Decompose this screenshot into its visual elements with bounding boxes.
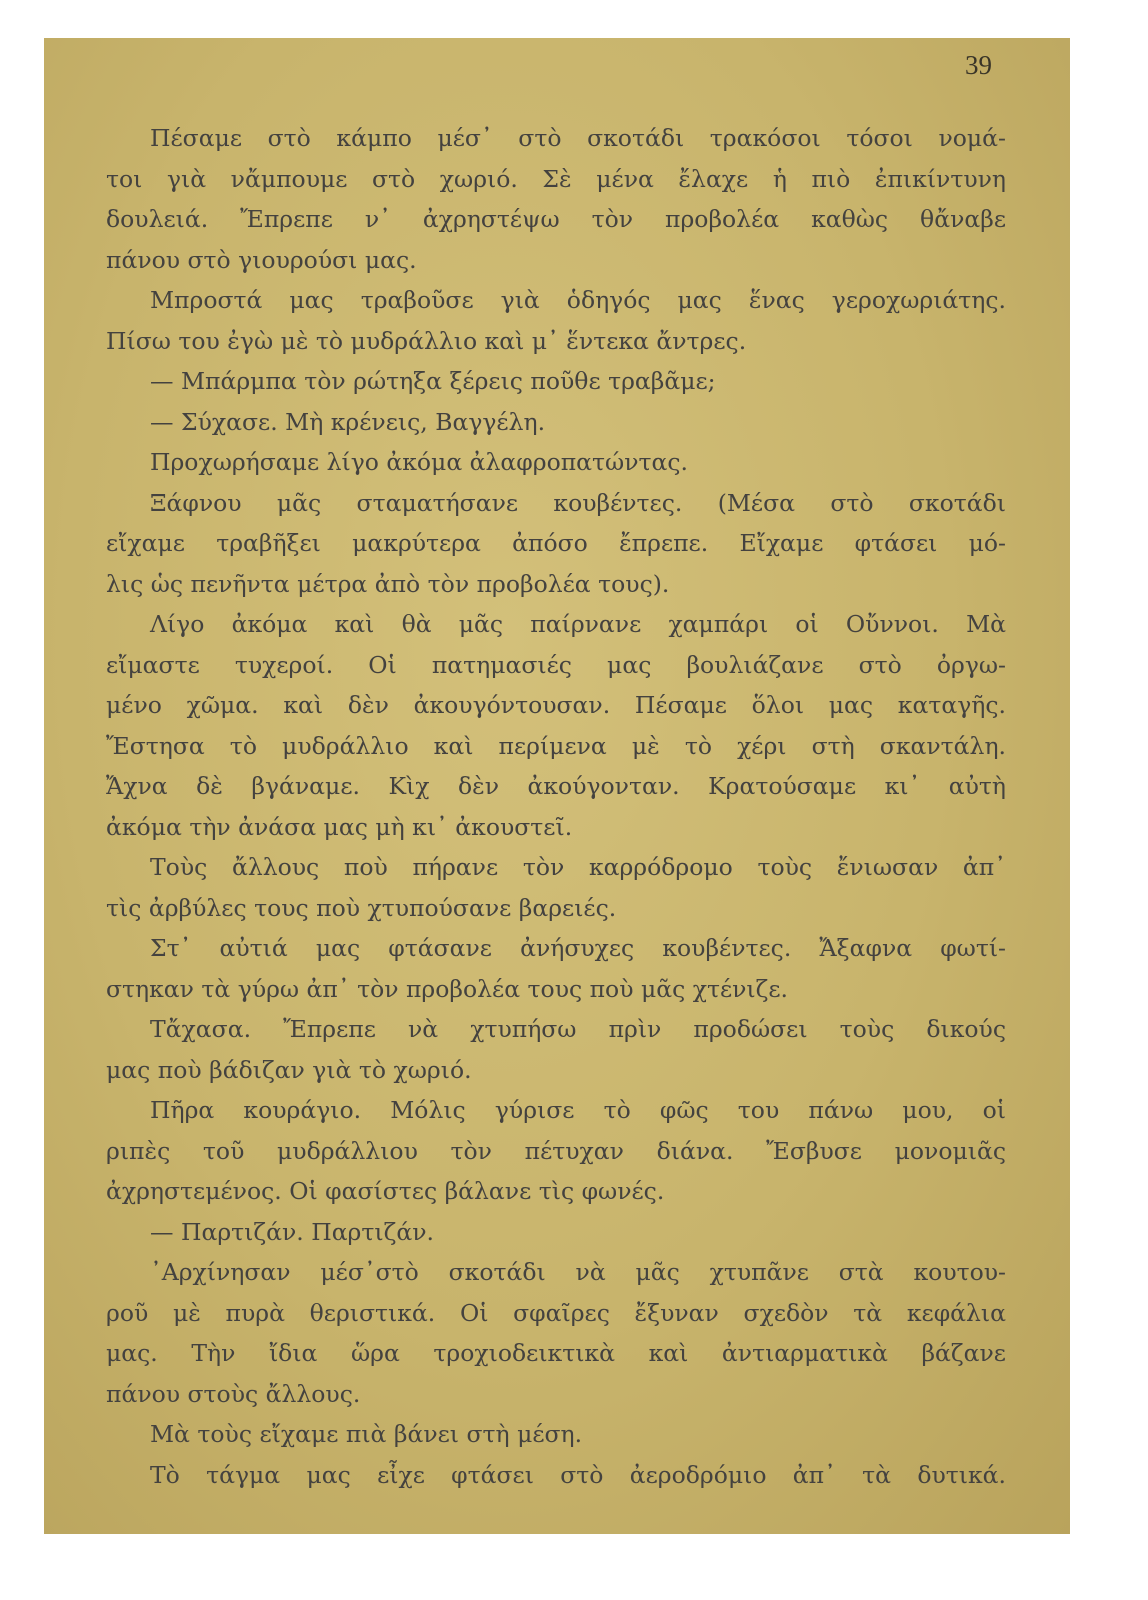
text-line: πάνου στὸ γιουρούσι μας.: [106, 245, 417, 274]
text-line: ἀχρηστεμένος. Οἱ φασίστες βάλανε τὶς φωνές.: [106, 1177, 665, 1205]
text-line: Πέσαμε στὸ κάμπο μέσ᾽ στὸ σκοτάδι τρακόσοι τόσοι νομά-: [150, 124, 1006, 152]
text-line: ἀκόμα τὴν ἀνάσα μας μὴ κι᾽ ἀκουστεῖ.: [106, 812, 573, 841]
text-line: Ἄχνα δὲ βγάναμε. Κὶχ δὲν ἀκούγονταν. Κρατούσαμε κι᾽ αὐτὴ: [106, 772, 1006, 800]
text-line: — Παρτιζάν. Παρτιζάν.: [150, 1217, 434, 1246]
text-line: δουλειά. Ἔπρεπε ν᾽ ἀχρηστέψω τὸν προβολέα καθὼς θἄναβε: [106, 205, 1006, 233]
text-line: λις ὡς πενῆντα μέτρα ἀπὸ τὸν προβολέα τους).: [106, 569, 670, 598]
text-line: μας. Τὴν ἴδια ὥρα τροχιοδεικτικὰ καὶ ἀντιαρματικὰ βάζανε: [106, 1339, 1006, 1367]
text-line: Ξάφνου μᾶς σταματήσανε κουβέντες. (Μέσα στὸ σκοτάδι: [150, 488, 1006, 517]
text-line: Πῆρα κουράγιο. Μόλις γύρισε τὸ φῶς του πάνω μου, οἱ: [150, 1096, 1006, 1124]
text-line: ριπὲς τοῦ μυδράλλιου τὸν πέτυχαν διάνα. Ἔσβυσε μονομιᾶς: [106, 1136, 1006, 1165]
text-line: εἴχαμε τραβῆξει μακρύτερα ἀπόσο ἔπρεπε. Εἴχαμε φτάσει μό-: [106, 529, 1006, 557]
text-line: τὶς ἀρβύλες τους ποὺ χτυπούσανε βαρειές.: [106, 893, 617, 922]
text-line: πάνου στοὺς ἄλλους.: [106, 1379, 361, 1408]
text-line: ᾽Αρχίνησαν μέσ᾽στὸ σκοτάδι νὰ μᾶς χτυπᾶνε στὰ κουτου-: [150, 1258, 1006, 1286]
text-line: Μπροστά μας τραβοῦσε γιὰ ὁδηγός μας ἕνας γεροχωριάτης.: [150, 286, 1006, 314]
text-line: Λίγο ἀκόμα καὶ θὰ μᾶς παίρνανε χαμπάρι οἱ Οὔννοι. Μὰ: [150, 610, 1006, 638]
text-line: τοι γιὰ νἄμπουμε στὸ χωριό. Σὲ μένα ἔλαχε ἡ πιὸ ἐπικίντυνη: [106, 164, 1006, 193]
text-line: Προχωρήσαμε λίγο ἀκόμα ἀλαφροπατώντας.: [150, 448, 688, 476]
body-text: [106, 118, 1006, 1495]
text-line: μας ποὺ βάδιζαν γιὰ τὸ χωριό.: [106, 1055, 472, 1084]
text-line: εἴμαστε τυχεροί. Οἱ πατημασιές μας βουλιάζανε στὸ ὀργω-: [106, 650, 1006, 679]
text-line: — Μπάρμπα τὸν ρώτηξα ξέρεις ποῦθε τραβᾶμε;: [150, 367, 716, 395]
text-line: Ἔστησα τὸ μυδράλλιο καὶ περίμενα μὲ τὸ χέρι στὴ σκαντάλη.: [106, 731, 1006, 760]
text-line: Τὸ τάγμα μας εἶχε φτάσει στὸ ἀεροδρόμιο ἀπ᾽ τὰ δυτικά.: [150, 1460, 1006, 1489]
text-line: Τἄχασα. Ἔπρεπε νὰ χτυπήσω πρὶν προδώσει τοὺς δικούς: [150, 1015, 1006, 1043]
text-line: στηκαν τὰ γύρω ἀπ᾽ τὸν προβολέα τους ποὺ μᾶς χτένιζε.: [106, 974, 789, 1003]
page-number: 39: [965, 50, 992, 80]
book-page: [44, 38, 1070, 1534]
text-line: ροῦ μὲ πυρὰ θεριστικά. Οἱ σφαῖρες ἔξυναν σχεδὸν τὰ κεφάλια: [106, 1298, 1006, 1327]
text-line: Τοὺς ἄλλους ποὺ πήρανε τὸν καρρόδρομο τοὺς ἔνιωσαν ἀπ᾽: [150, 853, 1006, 881]
text-line: Στ᾽ αὐτιά μας φτάσανε ἀνήσυχες κουβέντες. Ἄξαφνα φωτί-: [150, 934, 1006, 962]
text-line: μένο χῶμα. καὶ δὲν ἀκουγόντουσαν. Πέσαμε ὅλοι μας καταγῆς.: [106, 691, 1006, 719]
text-line: Πίσω του ἐγὼ μὲ τὸ μυδράλλιο καὶ μ᾽ ἕντεκα ἄντρες.: [106, 326, 747, 355]
text-line: — Σύχασε. Μὴ κρένεις, Βαγγέλη.: [150, 407, 546, 436]
text-line: Μὰ τοὺς εἴχαμε πιὰ βάνει στὴ μέση.: [150, 1420, 583, 1448]
